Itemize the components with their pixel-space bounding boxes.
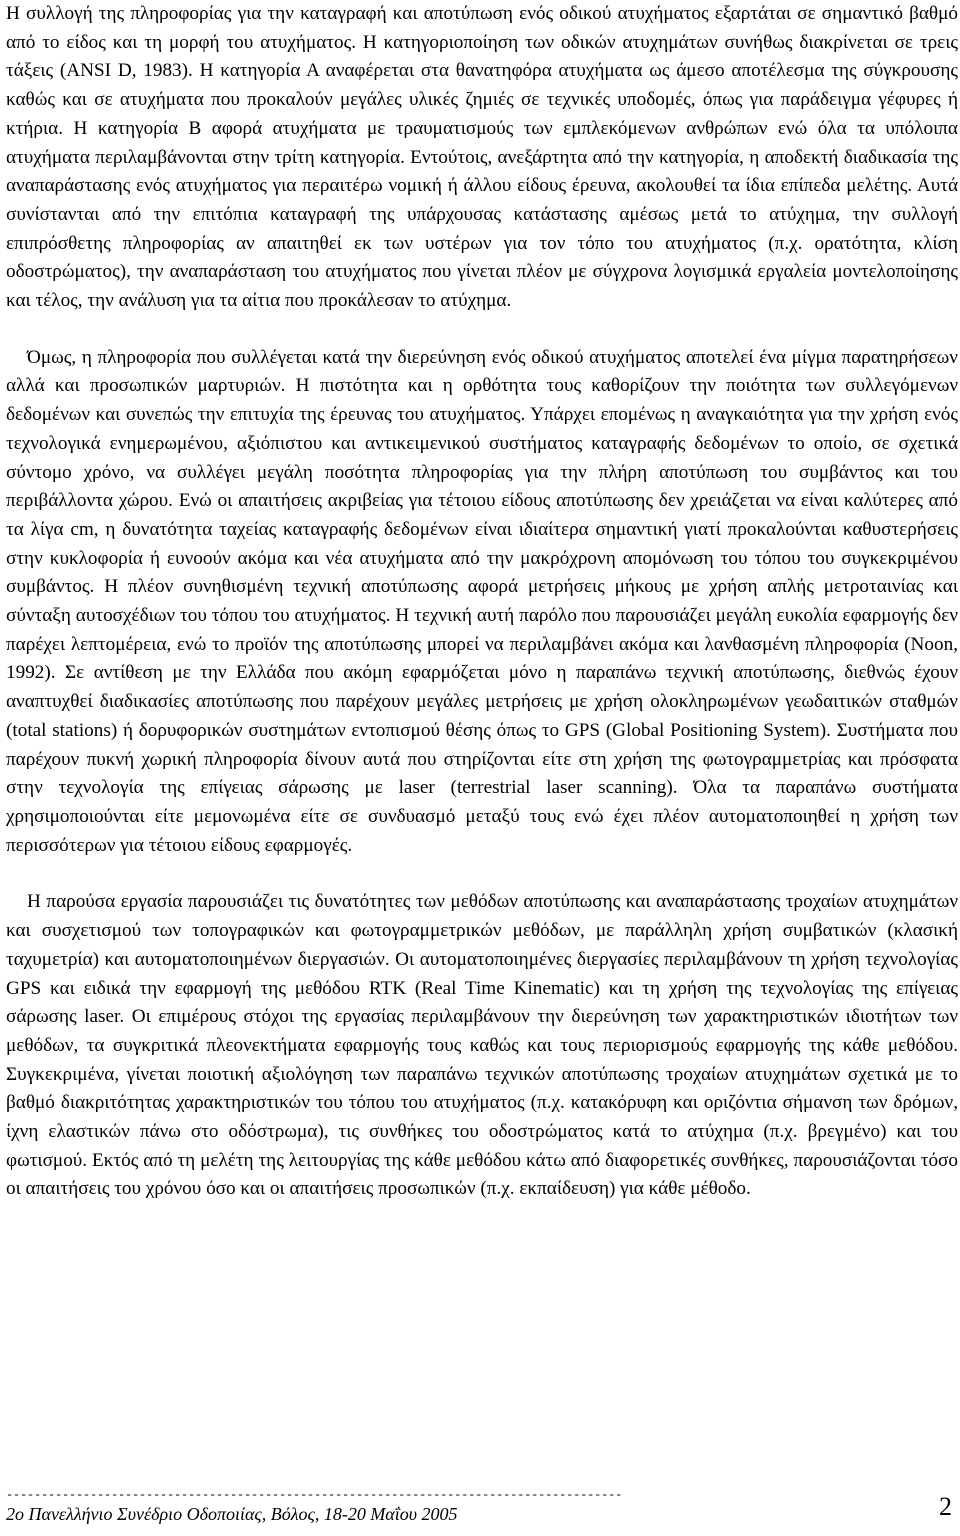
body-text	[6, 0, 958, 1204]
footer-rule: ----------------------------------------------------------------------------------------	[6, 1488, 623, 1502]
page-footer	[6, 1488, 958, 1536]
document-page	[6, 0, 958, 1536]
paragraph-accident-categorization: Η συλλογή της πληροφορίας για την καταγραφή και αποτύπωση ενός οδικού ατυχήματος εξαρτάται σε σημαντικό βαθμό από το είδος και τη μορφή του ατυχήματος. Η κατηγοριοποίηση των οδικών ατυχημάτων συνήθως διακρίνεται σε τρεις τάξεις (ANSI D, 1983). Η κατηγορία Α αναφέρεται στα θανατηφόρα ατυχήματα ως άμεσο αποτέλεσμα της σύγκρουσης καθώς και σε ατυχήματα που προκαλούν μεγάλες υλικές ζημιές σε τεχνικές υποδομές, όπως για παράδειγμα γέφυρες ή κτήρια. Η κατηγορία Β αφορά ατυχήματα με τραυματισμούς των εμπλεκόμενων ανθρώπων ενώ όλα τα υπόλοιπα ατυχήματα περιλαμβάνονται στην τρίτη κατηγορία. Εντούτοις, ανεξάρτητα από την κατηγορία, η αποδεκτή διαδικασία της αναπαράστασης ενός ατυχήματος για περαιτέρω νομική ή άλλου είδους έρευνα, ακολουθεί τα ίδια επίπεδα μελέτης. Αυτά συνίστανται από την επιτόπια καταγραφή της υπάρχουσας κατάστασης αμέσως μετά το ατύχημα, την συλλογή επιπρόσθετης πληροφορίας αν απαιτηθεί εκ των υστέρων για τον τόπο του ατυχήματος (π.χ. ορατότητα, κλίση οδοστρώματος), την αναπαράσταση του ατυχήματος που γίνεται πλέον με σύγχρονα λογισμικά εργαλεία μοντελοποίησης και τέλος, την ανάλυση για τα αίτια που προκάλεσαν το ατύχημα.	[6, 3, 958, 312]
conference-footer: 2ο Πανελλήνιο Συνέδριο Οδοποιίας, Βόλος, 18-20 Μαΐου 2005	[6, 1504, 458, 1524]
paragraph-paper-objectives: Η παρούσα εργασία παρουσιάζει τις δυνατότητες των μεθόδων αποτύπωσης και αναπαράστασης τροχαίων ατυχημάτων και συσχετισμού των τοπογραφικών και φωτογραμμετρικών μεθόδων, με παράλληλη χρήση συμβατικών (κλασική ταχυμετρία) και αυτοματοποιημένων διεργασιών. Οι αυτοματοποιημένες διεργασίες περιλαμβάνουν τη χρήση τεχνολογίας GPS και ειδικά την εφαρμογή της μεθόδου RTK (Real Time Kinematic) και τη χρήση της τεχνολογίας της επίγειας σάρωσης laser. Οι επιμέρους στόχοι της εργασίας περιλαμβάνουν την διερεύνηση των χαρακτηριστικών ιδιοτήτων των μεθόδων, τα συγκριτικά πλεονεκτήματα εφαρμογής τους καθώς και τους περιορισμούς εφαρμογής της κάθε μεθόδου. Συγκεκριμένα, γίνεται ποιοτική αξιολόγηση των παραπάνω τεχνικών αποτύπωσης τροχαίων ατυχημάτων σχετικά με το βαθμό διακριτότητας χαρακτηριστικών του τόπου του ατυχήματος (π.χ. κατακόρυφη και οριζόντια σήμανση των δρόμων, ίχνη ελαστικών πάνω στο οδόστρωμα), τις συνθήκες του οδοστρώματος κατά το ατύχημα (π.χ. βρεγμένο) και του φωτισμού. Εκτός από τη μελέτη της λειτουργίας της κάθε μεθόδου κάτω από διαφορετικές συνθήκες, παρουσιάζονται τόσο οι απαιτήσεις του χρόνου όσο και οι απαιτήσεις προσωπικών (π.χ. εκπαίδευση) για κάθε μέθοδο.	[6, 891, 958, 1200]
paragraph-survey-techniques: Όμως, η πληροφορία που συλλέγεται κατά την διερεύνηση ενός οδικού ατυχήματος αποτελεί ένα μίγμα παρατηρήσεων αλλά και προσωπικών μαρτυριών. Η πιστότητα και η ορθότητα τους καθορίζουν την ποιότητα των συλλεγόμενων δεδομένων και συνεπώς την επιτυχία της έρευνας του ατυχήματος. Υπάρχει επομένως η αναγκαιότητα για την χρήση ενός τεχνολογικά ενημερωμένου, αξιόπιστου και αντικειμενικού συστήματος καταγραφής δεδομένων το οποίο, σε σχετικά σύντομο χρόνο, να συλλέγει μεγάλη ποσότητα πληροφορίας για την πλήρη αποτύπωση του συμβάντος και του περιβάλλοντα χώρου. Ενώ οι απαιτήσεις ακριβείας για τέτοιου είδους αποτύπωσης δεν χρειάζεται να είναι καλύτερες από τα λίγα cm, η δυνατότητα ταχείας καταγραφής δεδομένων είναι ιδιαίτερα σημαντική γιατί προκαλούνται καθυστερήσεις στην κυκλοφορία ή ευνοούν ακόμα και νέα ατυχήματα από την μακρόχρονη απομόνωση του τόπου του συγκεκριμένου συμβάντος. Η πλέον συνηθισμένη τεχνική αποτύπωσης αφορά μετρήσεις μήκους με χρήση απλής μετροταινίας και σύνταξη αυτοσχέδιων του τόπου του ατυχήματος. Η τεχνική αυτή παρόλο που παρουσιάζει μεγάλη ευκολία εφαρμογής δεν παρέχει λεπτομέρεια, ενώ το προϊόν της αποτύπωσης μπορεί να περιλαμβάνει ακόμα και λανθασμένη πληροφορία (Noon, 1992). Σε αντίθεση με την Ελλάδα που ακόμη εφαρμόζεται μόνο η παραπάνω τεχνική αποτύπωσης, διεθνώς έχουν αναπτυχθεί διαδικασίες αποτύπωσης που παρέχουν μεγάλες μετρήσεις με χρήση ολοκληρωμένων γεωδαιτικών σταθμών (total stations) ή δορυφορικών συστημάτων εντοπισμού θέσης όπως το GPS (Global Positioning System). Συστήματα που παρέχουν πυκνή χωρική πληροφορία δίνουν αυτά που στηρίζονται είτε στη χρήση της φωτογραμμετρίας και πρόσφατα στην τεχνολογία της επίγειας σάρωσης με laser (terrestrial laser scanning). Όλα τα παραπάνω συστήματα χρησιμοποιούνται είτε μεμονωμένα είτε σε συνδυασμό μεταξύ τους ενώ έχει πλέον αυτοματοποιηθεί η χρήση των περισσότερων για τέτοιου είδους εφαρμογές.	[6, 346, 958, 856]
page-number: 2	[939, 1492, 952, 1521]
